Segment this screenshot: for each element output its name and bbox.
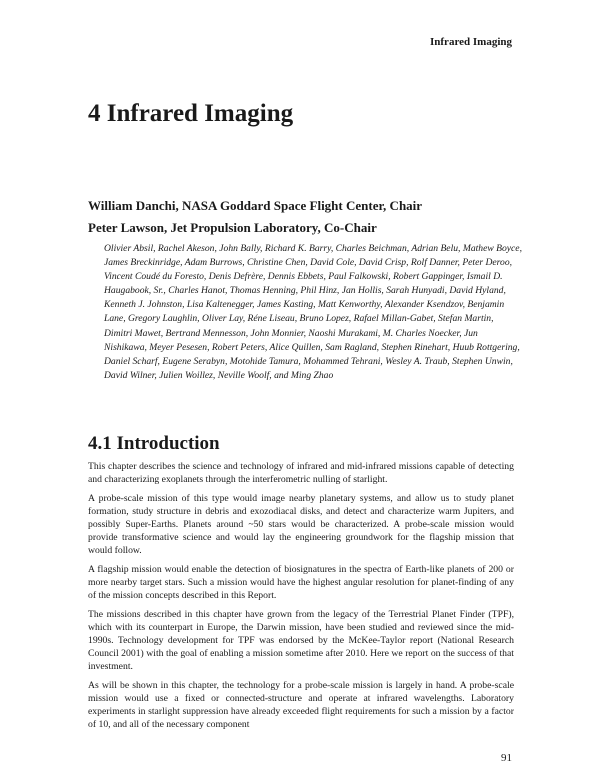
paragraph: As will be shown in this chapter, the technology for a probe-scale mission is largely in hand. A probe-scale mission would use a fixed or connected-structure and operate at infrared wavelengths. Laboratory experiments in starlight suppression have already exceeded flight requirements for such a mission by a factor of 10, and all of the necessary component — [88, 680, 514, 730]
paragraph: The missions described in this chapter have grown from the legacy of the Terrestrial Planet Finder (TPF), which with its counterpart in Europe, the Darwin mission, have been studied and reviewed since the mid-1990s. Technology development for TPF was endorsed by the McKee-Taylor report (National Research Council 2001) with the goal of enabling a mission sometime after 2010. Here we report on the success of that investment. — [88, 609, 514, 672]
co-chair-line: Peter Lawson, Jet Propulsion Laboratory, Co-Chair — [88, 220, 377, 235]
page-number: 91 — [501, 752, 512, 764]
paragraph: A probe-scale mission of this type would image nearby planetary systems, and allow us to study planet formation, study structure in debris and exozodiacal disks, and detect and characterize warm Jupiters, and possibly Super-Earths. Planets around ~50 stars would be characterized. A probe-scale mission would provide transformative science and would lay the engineering groundwork for the flagship mission that would follow. — [88, 493, 514, 556]
paragraph: A flagship mission would enable the detection of biosignatures in the spectra of Earth-like planets of 200 or more nearby target stars. Such a mission would have the highest angular resolution for planet-finding of any of the mission concepts described in this Report. — [88, 564, 514, 601]
chair-line: William Danchi, NASA Goddard Space Flight Center, Chair — [88, 198, 423, 213]
running-header: Infrared Imaging — [430, 36, 512, 48]
section-title: 4.1 Introduction — [88, 433, 220, 454]
chapter-title: 4 Infrared Imaging — [88, 100, 294, 127]
paragraph: This chapter describes the science and technology of infrared and mid-infrared missions capable of detecting and characterizing exoplanets through the interferometric nulling of starlight. — [88, 461, 514, 485]
body-text — [88, 460, 514, 737]
member-list: Olivier Absil, Rachel Akeson, John Bally, Richard K. Barry, Charles Beichman, Adrian Belu, Mathew Boyce, James Breckinridge, Adam Burrows, Christine Chen, David Cole, David Crisp, Rolf Danner, Peter Deroo, Vincent Coudé du Foresto, Denis Defrère, Dennis Ebbets, Paul Falkowski, Robert Gappinger, Ismail D. Haugabook, Sr., Charles Hanot, Thomas Henning, Phil Hinz, Jan Hollis, Sarah Hunyadi, David Hyland, Kenneth J. Johnston, Lisa Kaltenegger, James Kasting, Matt Kenworthy, Alexander Ksendzov, Benjamin Lane, Gregory Laughlin, Oliver Lay, Réne Liseau, Bruno Lopez, Rafael Millan-Gabet, Stefan Martin, Dimitri Mawet, Bertrand Mennesson, John Monnier, Naoshi Murakami, M. Charles Noecker, Jun Nishikawa, Meyer Pesesen, Robert Peters, Alice Quillen, Sam Ragland, Stephen Rinehart, Huub Rottgering, Daniel Scharf, Eugene Serabyn, Motohide Tamura, Mohammed Tehrani, Wesley A. Traub, Stephen Unwin, David Wilner, Julien Woillez, Neville Woolf, and Ming Zhao — [104, 243, 522, 381]
